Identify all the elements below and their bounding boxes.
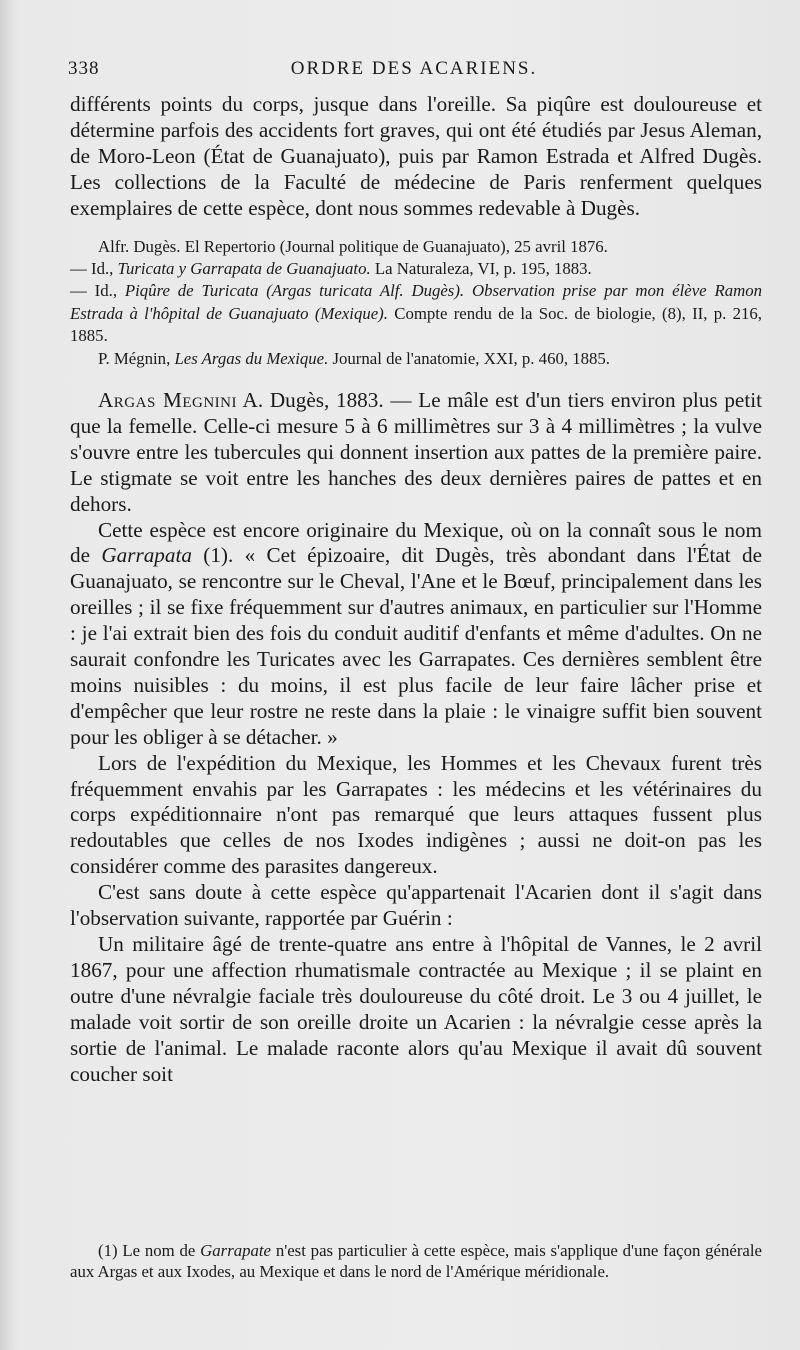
paragraph-expedition: Lors de l'expédition du Mexique, les Hommes et les Chevaux furent très fréquemment envahis par les Garrapates : les médecins et les vétérinaires du corps expéditionnaire n'ont pas remarqué que leurs attaques fussent plus redoutables que celles de nos Ixodes indigènes ; aussi ne doit-on pas les considérer comme des parasites dangereux.: [70, 750, 762, 879]
paragraph-observation: Un militaire âgé de trente-quatre ans entre à l'hôpital de Vannes, le 2 avril 1867, pour une affection rhumatismale contractée au Mexique ; il se plaint en outre d'une névralgie faciale très douloureuse du côté droit. Le 3 ou 4 juillet, le malade voit sortir de son oreille droite un Acarien : la névralgie cesse après la sortie de l'animal. Le malade raconte alors qu'au Mexique il avait dû souvent coucher soit: [70, 932, 762, 1086]
paragraph-garrapata-end: (1). « Cet épizoaire, dit Dugès, très abondant dans l'État de Guanajuato, se rencontre sur le Cheval, l'Ane et le Bœuf, principalement dans les oreilles ; il se fixe fréquemment sur d'autres animaux, en particulier sur l'Homme : je l'ai extrait bien des fois du conduit auditif d'enfants et même d'adultes. On ne saurait confondre les Turicates avec les Garrapates. Ces dernières semblent être moins nuisibles : du moins, il est plus facile de leur faire lâcher prise et d'empêcher que leur rostre ne reste dans la plaie : le vinaigre suffit bien souvent pour les obliger à se détacher. »: [70, 543, 762, 749]
reference-3-source: Compte rendu de la Soc. de biologie, (8), II, p. 216, 1885.: [70, 303, 762, 346]
paragraph-continuation: différents points du corps, jusque dans l'oreille. Sa piqûre est douloureuse et détermine parfois des accidents fort graves, qui ont été étudiés par Jesus Aleman, de Moro-Leon (État de Guanajuato), puis par Ramon Estrada et Alfred Dugès. Les collections de la Faculté de médecine de Paris renferment quelques exemplaires de cette espèce, dont nous sommes redevable à Dugès.: [70, 92, 762, 220]
footnote-text: [70, 1240, 762, 1282]
paragraph-garrapata-start: Cette espèce est encore originaire du Mexique, où on la connaît sous le nom de: [70, 517, 762, 568]
paragraph-guerin-intro: C'est sans doute à cette espèce qu'appartenait l'Acarien dont il s'agit dans l'observation suivante, rapportée par Guérin :: [70, 880, 762, 931]
reference-4: [70, 348, 762, 370]
reference-4-title: Les Argas du Mexique.: [174, 348, 329, 368]
footnote-end: n'est pas particulier à cette espèce, mais s'applique d'une façon générale aux Argas et aux Ixodes, au Mexique et dans le nord de l'Amérique méridionale.: [70, 1241, 762, 1281]
page-number: 338: [68, 58, 100, 79]
body-text: [70, 92, 762, 1087]
footnote-term: Garrapate: [200, 1241, 272, 1260]
footnote: [70, 1240, 762, 1282]
reference-2: [70, 258, 762, 280]
paragraph-garrapata: [70, 518, 762, 751]
reference-1: Alfr. Dugès. El Repertorio (Journal politique de Guanajuato), 25 avril 1876.: [98, 236, 608, 256]
reference-3-title: Piqûre de Turicata (Argas turicata Alf. Dugès). Observation prise par mon élève Ramon Estrada à l'hôpital de Guanajuato (Mexique).: [70, 281, 762, 323]
species-name: Argas Megnini: [98, 387, 238, 412]
species-text: A. Dugès, 1883. — Le mâle est d'un tiers environ plus petit que la femelle. Celle-ci mesure 5 à 6 millimètres sur 3 à 4 millimètres ; la vulve s'ouvre entre les tubercules qui donnent insertion aux pattes de la première paire. Le stigmate se voit entre les hanches des deux dernières paires de pattes et en dehors.: [70, 387, 762, 516]
running-title: ORDRE DES ACARIENS.: [290, 58, 538, 79]
reference-4-source: Journal de l'anatomie, XXI, p. 460, 1885.: [328, 348, 611, 368]
footnote-start: (1) Le nom de: [98, 1241, 201, 1260]
reference-2-source: La Naturaleza, VI, p. 195, 1883.: [370, 258, 592, 278]
species-description: [70, 388, 762, 518]
bibliography: [70, 236, 762, 370]
reference-3-author: — Id.,: [70, 281, 125, 301]
reference-2-author: — Id.,: [70, 258, 118, 278]
reference-4-author: P. Mégnin,: [98, 348, 175, 368]
page-header: [68, 58, 760, 88]
reference-3: [70, 280, 762, 347]
garrapata-term: Garrapata: [101, 543, 192, 568]
reference-2-title: Turicata y Garrapata de Guanajuato.: [117, 258, 371, 278]
